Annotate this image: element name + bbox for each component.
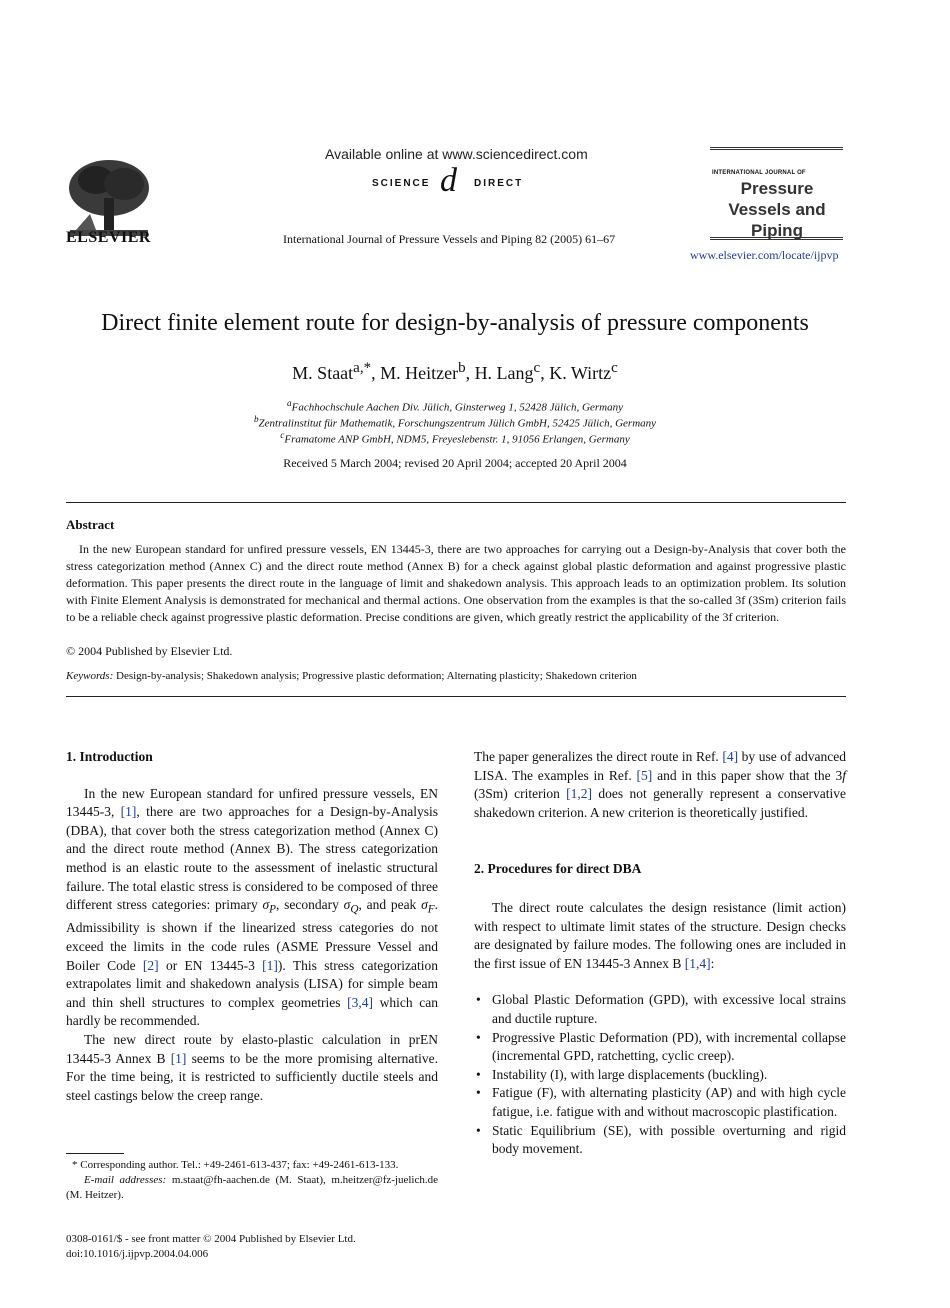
sciencedirect-right: DIRECT <box>474 178 524 189</box>
text-run: by use of advanced LISA. The examples in Ref. <box>474 749 846 783</box>
list-item-text: Global Plastic Deformation (GPD), with excessive local strains and ductile rupture. <box>492 992 846 1026</box>
bullet-dot: • <box>476 1085 481 1101</box>
text-run: . Admissibility is shown if the linearized stress categories do not exceed the limits in the code rules (ASME Pressure Vessel and Boiler Code <box>66 897 438 973</box>
list-item <box>474 1029 846 1066</box>
affiliation-sup: b <box>253 414 259 424</box>
text-run: , and peak <box>358 897 422 913</box>
text-run: (3Sm) criterion <box>474 786 567 802</box>
keywords <box>66 670 637 682</box>
footnote-corresponding: Corresponding author. Tel.: +49-2461-613-437; fax: +49-2461-613-133. <box>80 1159 399 1171</box>
list-item <box>474 991 846 1028</box>
received-dates: Received 5 March 2004; revised 20 April 2004; accepted 20 April 2004 <box>283 456 627 470</box>
author-name: M. Staat <box>292 363 354 383</box>
sigma-symbol: σ <box>262 897 270 913</box>
text-run: does not generally represent a conservative shakedown criterion. A new criterion is theoretically justified. <box>474 786 846 820</box>
citation-link[interactable]: [1] <box>262 957 278 973</box>
list-item-text: Static Equilibrium (SE), with possible overturning and rigid body movement. <box>492 1122 846 1157</box>
footnote-line <box>66 1173 438 1203</box>
affiliation-text: Framatome ANP GmbH, NDM5, Freyeslebenstr. 1, 91056 Erlangen, Germany <box>284 433 630 446</box>
bullet-dot: • <box>476 992 481 1008</box>
citation-link[interactable]: [1,2] <box>566 786 593 802</box>
text-run: : <box>710 955 715 971</box>
italic-f: f <box>842 767 847 783</box>
list-item-text: Fatigue (F), with alternating plasticity (AP) and with high cycle fatigue, i.e. fatigue with and without macroscopic plastification. <box>492 1085 846 1119</box>
journal-reference: International Journal of Pressure Vessels and Piping 82 (2005) 61–67 <box>283 232 616 246</box>
author-name: K. Wirtz <box>549 363 612 383</box>
procedures-paragraph-1 <box>474 899 846 973</box>
author-separator: , <box>371 363 381 383</box>
sigma-symbol: σ <box>343 897 351 913</box>
text-run: and in this paper show that the 3 <box>652 767 843 783</box>
failure-mode-list <box>474 991 846 1158</box>
author-affil-sup: a,* <box>353 360 372 376</box>
citation-link[interactable]: [1] <box>120 804 137 820</box>
author-separator: , <box>540 363 550 383</box>
citation-link[interactable]: [3,4] <box>347 994 373 1010</box>
author-list <box>0 360 910 384</box>
text-run: The paper generalizes the direct route in Ref. <box>474 749 723 764</box>
journal-url-link[interactable]: www.elsevier.com/locate/ijpvp <box>690 248 839 262</box>
section-heading-introduction: 1. Introduction <box>66 749 153 764</box>
sigma-symbol: σ <box>421 897 428 913</box>
affiliation <box>0 414 910 430</box>
author-name: M. Heitzer <box>380 363 459 383</box>
footnote-star: * <box>72 1159 78 1171</box>
affiliation-sup: c <box>280 430 285 440</box>
sciencedirect-logo-mark: d <box>440 162 457 199</box>
affiliation <box>0 398 910 414</box>
publisher-name: ELSEVIER <box>66 229 151 246</box>
citation-link[interactable]: [1,4] <box>684 955 711 971</box>
citation-link[interactable]: [5] <box>636 767 653 783</box>
footnote-rule <box>66 1153 124 1154</box>
text-run: The new direct route by elasto-plastic calculation in prEN 13445-3 Annex B <box>66 1032 438 1066</box>
doi-line[interactable]: doi:10.1016/j.ijpvp.2004.04.006 <box>66 1248 209 1260</box>
available-online-text: Available online at www.sciencedirect.com <box>325 146 588 162</box>
abstract-text: In the new European standard for unfired pressure vessels, EN 13445-3, there are two approaches for carrying out a Design-by-Analysis that cover both the stress categorization method (Annex C) and the direct route method (Annex B) for a check against global plastic deformation and against progressive plastic deformation. This paper presents the direct route in the language of limit and shakedown analysis. This approach leads to an optimization problem. Its solution with Finite Element Analysis is demonstrated for mechanical and thermal actions. One observation from the examples is that the so-called 3f (3Sm) criterion fails to be a reliable check against progressive plastic deformation. Precise conditions are given, which greatly restrict the applicability of the 3f criterion. <box>66 542 846 624</box>
corresponding-author-footnote <box>66 1158 438 1203</box>
left-column <box>66 748 438 1105</box>
text-run: which can hardly be recommended. <box>66 994 438 1029</box>
email-addresses[interactable]: m.staat@fh-aachen.de (M. Staat), m.heitzer@fz-juelich.de (M. Heitzer). <box>66 1174 438 1201</box>
article-title <box>0 310 910 337</box>
section-heading-procedures: 2. Procedures for direct DBA <box>474 861 642 877</box>
journal-box-small-caption: INTERNATIONAL JOURNAL OF <box>712 170 806 176</box>
text-run: , there are two approaches for a Design-by-Analysis (DBA), that cover both the stress categorization method (Annex C) and the direct route method (Annex B). The stress categorization method is an elastic route to the assessment of inelastic structural failure. The total elastic stress is considered to be composed of three different stress categories: primary <box>66 804 438 913</box>
text-run: ). This stress categorization extrapolates limit and shakedown analysis (LISA) for simple beam and thin shell structures to complex geometries <box>66 957 438 1010</box>
author-separator: , <box>465 363 475 383</box>
list-item <box>474 1066 846 1085</box>
bullet-dot: • <box>476 1029 481 1045</box>
list-item-text: Progressive Plastic Deformation (PD), with incremental collapse (incremental GPD, ratchetting, cyclic creep). <box>492 1029 846 1064</box>
affiliation <box>0 430 910 446</box>
abstract-top-rule <box>66 502 846 503</box>
list-item-text: Instability (I), with large displacements (buckling). <box>492 1066 768 1082</box>
affiliation-text: Fachhochschule Aachen Div. Jülich, Ginsterweg 1, 52428 Jülich, Germany <box>291 401 623 414</box>
journal-box-bottom-rule <box>710 237 843 240</box>
right-column <box>474 748 846 1159</box>
citation-link[interactable]: [1] <box>170 1050 187 1066</box>
article-title-text: Direct finite element route for design-by-analysis of pressure components <box>101 310 809 336</box>
subscript: F <box>427 903 435 916</box>
bullet-dot: • <box>476 1066 481 1082</box>
abstract-heading: Abstract <box>66 517 115 532</box>
citation-link[interactable]: [2] <box>142 957 159 973</box>
author-affil-sup: c <box>611 360 618 376</box>
text-run: seems to be the more promising alternative. For the time being, it is restricted to sufficiently ductile steels and steel castings below the creep range. <box>66 1050 439 1103</box>
sciencedirect-left: SCIENCE <box>372 178 431 189</box>
issn-line: 0308-0161/$ - see front matter © 2004 Published by Elsevier Ltd. <box>66 1233 356 1245</box>
affiliation-text: Zentralinstitut für Mathematik, Forschungszentrum Jülich GmbH, 52425 Jülich, Germany <box>258 417 657 430</box>
text-run: The direct route calculates the design resistance (limit action) with respect to ultimate limit states of the structure. Design checks are designated by failure modes. The following ones are included in the first issue of EN 13445-3 Annex B <box>474 899 846 971</box>
author-affil-sup: c <box>533 360 541 376</box>
author-affil-sup: b <box>458 360 466 376</box>
abstract-bottom-rule <box>66 696 846 697</box>
right-paragraph-1 <box>474 748 846 822</box>
abstract-copyright: © 2004 Published by Elsevier Ltd. <box>66 644 233 658</box>
list-item <box>474 1084 846 1121</box>
journal-box-top-rule <box>710 147 843 150</box>
keywords-text: Design-by-analysis; Shakedown analysis; Progressive plastic deformation; Alternating plasticity; Shakedown criterion <box>116 670 637 682</box>
journal-box-title: Pressure Vessels and Piping <box>728 179 826 240</box>
text-run: or EN 13445-3 <box>158 957 263 973</box>
email-label: E-mail addresses: <box>84 1174 167 1186</box>
list-item <box>474 1122 846 1159</box>
author-name: H. Lang <box>474 363 534 383</box>
intro-paragraph-1 <box>66 785 438 1031</box>
subscript: P <box>269 903 277 916</box>
citation-link[interactable]: [4] <box>722 749 739 764</box>
affiliation-sup: a <box>287 398 292 408</box>
text-run: In the new European standard for unfired pressure vessels, EN 13445-3, <box>66 785 438 820</box>
bullet-dot: • <box>476 1122 481 1138</box>
front-matter <box>66 1232 356 1262</box>
keywords-label: Keywords: <box>66 670 114 682</box>
subscript: Q <box>350 903 359 916</box>
footnote-line <box>66 1158 438 1173</box>
intro-paragraph-2 <box>66 1031 438 1105</box>
text-run: , secondary <box>276 897 344 913</box>
